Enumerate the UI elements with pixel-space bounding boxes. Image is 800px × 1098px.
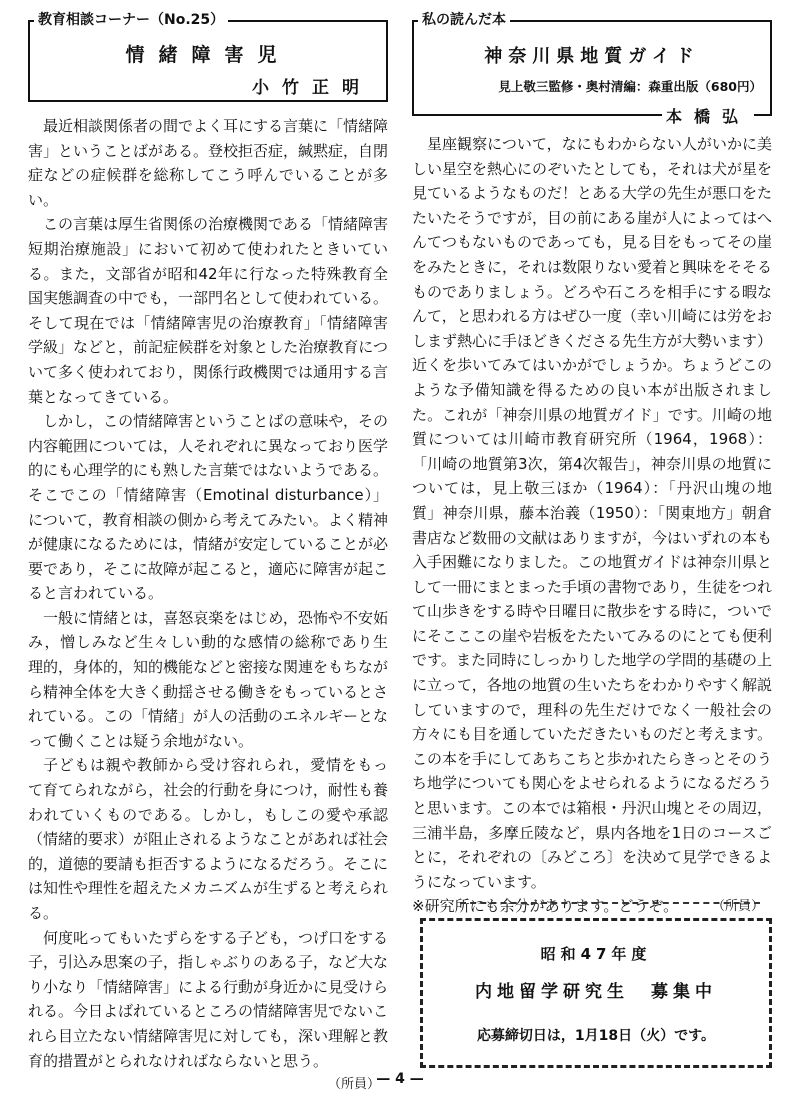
paragraph: 何度叱ってもいたずらをする子ども，つげ口をする子，引込み思案の子，指しゃぶりのある子，など大なり小なり「情緒障害」による行動が身近かに見受けられる。今日よばれているところの情緒障害児でないこれら目立たない情緒障害児に対しても，深い理解と教育的措置がとられなければならないと思う。: [28, 928, 389, 1070]
paragraph: 最近相談関係者の間でよく耳にする言葉に「情緒障害」ということばがある。登校拒否症，緘黙症，自閉症などの症候群を総称してこう呼んでいることが多い。: [28, 117, 389, 209]
book-info: 見上敬三監修・奥村清編：森重出版（680円）: [498, 79, 762, 94]
paragraph: 一般に情緒とは，喜怒哀楽をはじめ，恐怖や不安妬み，憎しみなど生々しい動的な感情の総称であり生理的，身体的，知的機能などと密接な関連をもちながら精神全体を大きく動揺させる働きをもっているとされている。この「情緒」が人の活動のエネルギーとなって働くことは疑う余地がない。: [28, 608, 389, 750]
signature: （所員）: [711, 899, 764, 914]
education-corner-header: [28, 12, 388, 102]
article-body: [28, 114, 388, 1098]
signature: （所員）: [327, 1077, 380, 1093]
notice-heading: 内地留学研究生 募集中: [475, 982, 717, 1002]
paragraph: この言葉は厚生省関係の治療機関である「情緒障害短期治療施設」において初めて使われたときいている。また，文部省が昭和42年に行なった特殊教育全国実態調査の中でも，一部門名として使われている。そして現在では「情緒障害児の治療教育」「情緒障害学級」などと，前記症候群を対象とした治療教育について多く使われており，関係行政機関では通用する言葉となってきている。: [28, 215, 389, 406]
paragraph: ※研究所にも余分があります。どうぞ。: [412, 897, 679, 916]
paragraph: しかし，この情緒障害ということばの意味や，その内容範囲については，人それぞれに異なっており医学的にも心理学的にも熟した言葉ではないようである。そこでこの「情緒障害（Emotinal disturbance）」について，教育相談の側から考えてみたい。よく精神が健康になるためには，情緒が安定していることが必要であり，そこに故障が起こると，適応に障害が起こると言われている。: [28, 412, 389, 603]
article-title: 情緒障害児: [125, 44, 291, 66]
notice-year: 昭和47年度: [540, 945, 652, 963]
divider: [460, 902, 760, 904]
book-review-header: [412, 12, 772, 126]
article-author: 小竹正明: [252, 78, 372, 98]
paragraph: 子どもは親や教師から受け容れられ，愛情をもって育てられながら，社会的行動を身につけ，耐性も養われていくものである。しかし，もしこの愛や承認（情緒的要求）が阻止されるようなことがあれば社会的，道徳的要請も拒否するようになるだろう。そこには知性や理性を超えたメカニズムが生ずると考えられる。: [28, 756, 389, 922]
notice-deadline: 応募締切日は，1月18日（火）です。: [476, 1028, 716, 1044]
review-body: [412, 132, 772, 920]
corner-label: 教育相談コーナー（No.25）: [34, 9, 228, 29]
review-author: 本橋弘: [662, 104, 754, 127]
page-number: — 4 —: [376, 1071, 424, 1087]
paragraph: 星座観察について，なにもわからない人がいかに美しい星空を熱心にのぞいたとしても，それは犬が星を見ているようなものだ！とある大学の先生が悪口をたたいたそうですが，目の前にある崖が人によってはへんてつもないものであっても，見る目をもってその崖をみたときに，それは数限りない愛着と興味をそそるものでありましょう。どろや石ころを相手にする暇なんて，と思われる方はぜひ一度（幸い川崎には労をおしまず熱心に手ほどきくださる先生方が大勢います）近くを歩いてみてはいかがでしょうか。ちょうどこのような予備知識を得るための良い本が出版されました。これが「神奈川県の地質ガイド」です。川崎の地質については川崎市教育研究所（1964，1968）：「川崎の地質第3次，第4次報告」，神奈川県の地質については，見上敬三ほか（1964）：「丹沢山塊の地質」神奈川県，藤本治義（1950）：「関東地方」朝倉書店など数冊の文献はありますが，今はいずれの本も入手困難になりました。この地質ガイドは神奈川県として一冊にまとまった手頃の書物であり，生徒をつれて山歩きをする時や日曜日に散歩をする時に，ついでにそこここの崖や岩板をたたいてみるのにとても便利です。また同時にしっかりした地学の学問的基礎の上に立って，各地の地質の生いたちをわかりやすく解説していますので，理科の先生だけでなく一般社会の方々にも目を通していただきたいものだと考えます。この本を手にしてあちこちと歩かれたらきっとそのうち地学についても関心をよせられるようになるだろうと思います。この本では箱根・丹沢山塊とその周辺，三浦半島，多摩丘陵など，県内各地を1日のコースごとに，それぞれの〔みどころ〕を決めて見学できるようになっています。: [412, 135, 773, 891]
book-title: 神奈川県地質ガイド: [484, 46, 700, 67]
corner-label: 私の読んだ本: [418, 9, 510, 29]
recruitment-notice: [420, 918, 772, 1068]
